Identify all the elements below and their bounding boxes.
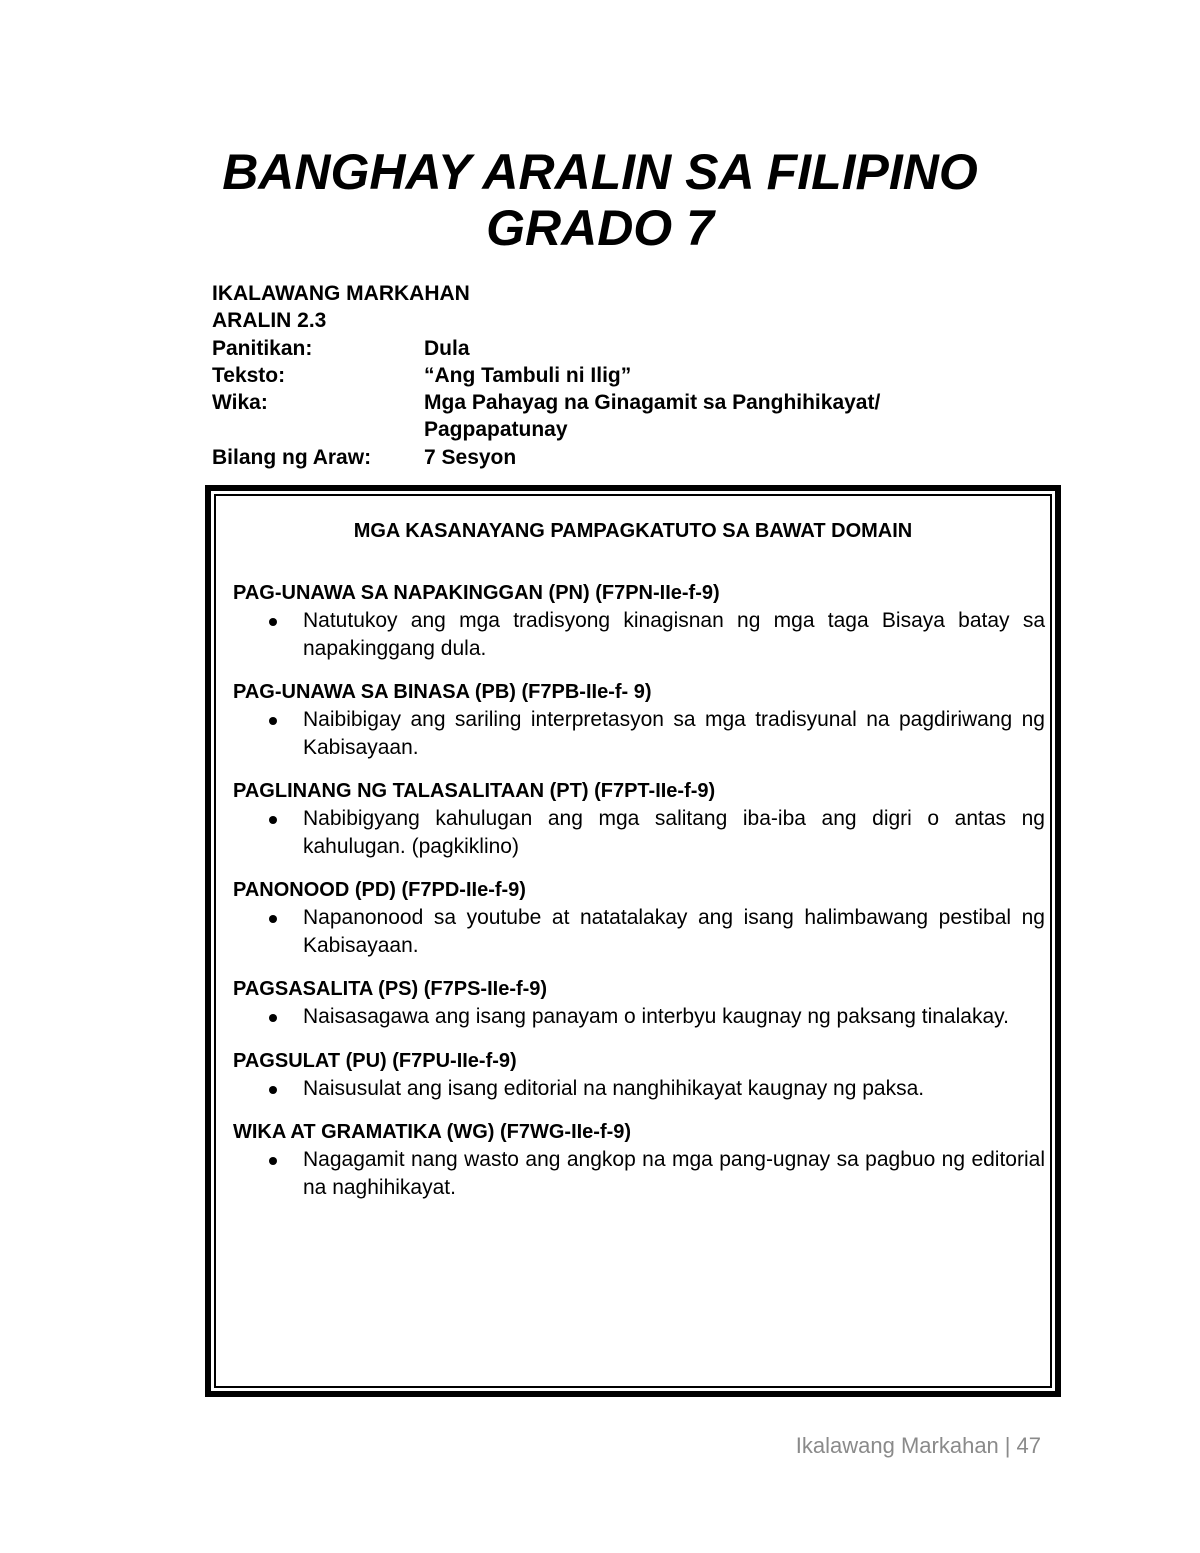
info-row-teksto (212, 362, 1012, 389)
footer-section: Ikalawang Markahan (795, 1433, 999, 1458)
domain-pu (233, 1048, 1045, 1103)
info-row-panitikan (212, 335, 1012, 362)
list-item (233, 1003, 1045, 1031)
domain-ps (233, 976, 1045, 1031)
page-number: 47 (1016, 1433, 1041, 1458)
list-item (233, 805, 1045, 860)
info-label: Teksto: (212, 363, 286, 387)
competency-text: Nagagamit nang wasto ang angkop na mga pang-ugnay sa pagbuo ng editorial na naghihikayat. (303, 1148, 1045, 1199)
list-item (233, 1075, 1045, 1103)
info-label: Wika: (212, 391, 268, 415)
document-title: BANGHAY ARALIN SA FILIPINO (222, 144, 978, 200)
domain-title: PAGLINANG NG TALASALITAAN (PT) (F7PT-IIe-f-9) (233, 780, 716, 802)
competency-text: Naisasagawa ang isang panayam o interbyu kaugnay ng paksang tinalakay. (303, 1005, 1009, 1028)
quarter-label: IKALAWANG MARKAHAN (212, 282, 470, 305)
info-row-wika-continued (212, 416, 1012, 443)
page-footer (796, 1432, 1041, 1460)
domain-title: PAGSASALITA (PS) (F7PS-IIe-f-9) (233, 978, 548, 1000)
bullet-icon (269, 618, 277, 626)
info-row-wika (212, 389, 1012, 416)
domain-title: PAG-UNAWA SA BINASA (PB) (F7PB-IIe-f- 9) (233, 681, 652, 703)
info-value: Dula (424, 336, 470, 360)
domain-list (233, 580, 1045, 1218)
bullet-icon (269, 1086, 277, 1094)
grade-title: GRADO 7 (486, 200, 714, 256)
competencies-box-inner (214, 494, 1052, 1388)
domain-pb (233, 679, 1045, 761)
lesson-line (212, 307, 1012, 334)
info-label: Bilang ng Araw: (212, 445, 372, 469)
info-value: Pagpapatunay (424, 418, 568, 442)
info-value: “Ang Tambuli ni Ilig” (424, 363, 632, 387)
info-row-araw (212, 444, 1012, 471)
list-item (233, 607, 1045, 662)
bullet-icon (269, 915, 277, 923)
domain-title: WIKA AT GRAMATIKA (WG) (F7WG-IIe-f-9) (233, 1121, 632, 1143)
lesson-label: ARALIN 2.3 (212, 309, 327, 333)
info-value: Mga Pahayag na Ginagamit sa Panghihikayat/ (424, 391, 881, 415)
competency-text: Napanonood sa youtube at natatalakay ang isang halimbawang pestibal ng Kabisayaan. (303, 906, 1045, 957)
domain-title: PAGSULAT (PU) (F7PU-IIe-f-9) (233, 1049, 517, 1072)
domain-title: PANONOOD (PD) (F7PD-IIe-f-9) (233, 879, 526, 901)
competency-text: Nabibigyang kahulugan ang mga salitang iba-iba ang digri o antas ng kahulugan. (pagkiklino) (303, 807, 1045, 858)
domain-wg (233, 1119, 1045, 1201)
info-value: 7 Sesyon (424, 445, 517, 469)
competency-text: Natutukoy ang mga tradisyong kinagisnan ng mga taga Bisaya batay sa napakinggang dula. (303, 609, 1045, 660)
info-label-spacer (212, 416, 424, 443)
bullet-icon (269, 717, 277, 725)
quarter-line (212, 280, 1012, 307)
bullet-icon (269, 816, 277, 824)
competency-text: Naisusulat ang isang editorial na nanghihikayat kaugnay ng paksa. (303, 1076, 925, 1100)
domain-pd (233, 877, 1045, 959)
competency-text: Naibibigay ang sariling interpretasyon sa mga tradisyunal na pagdiriwang ng Kabisayaan. (303, 708, 1045, 759)
competencies-box (205, 485, 1061, 1397)
bullet-icon (269, 1014, 277, 1022)
info-label: Panitikan: (212, 336, 313, 360)
lesson-info (212, 280, 1012, 471)
domain-pt (233, 778, 1045, 860)
bullet-icon (269, 1157, 277, 1165)
domain-pn (233, 580, 1045, 662)
domain-title: PAG-UNAWA SA NAPAKINGGAN (PN) (F7PN-IIe-f-9) (233, 582, 720, 604)
footer-separator: | (1004, 1433, 1011, 1458)
competencies-heading: MGA KASANAYANG PAMPAGKATUTO SA BAWAT DOMAIN (353, 520, 913, 542)
list-item (233, 706, 1045, 761)
list-item (233, 1146, 1045, 1201)
list-item (233, 904, 1045, 959)
